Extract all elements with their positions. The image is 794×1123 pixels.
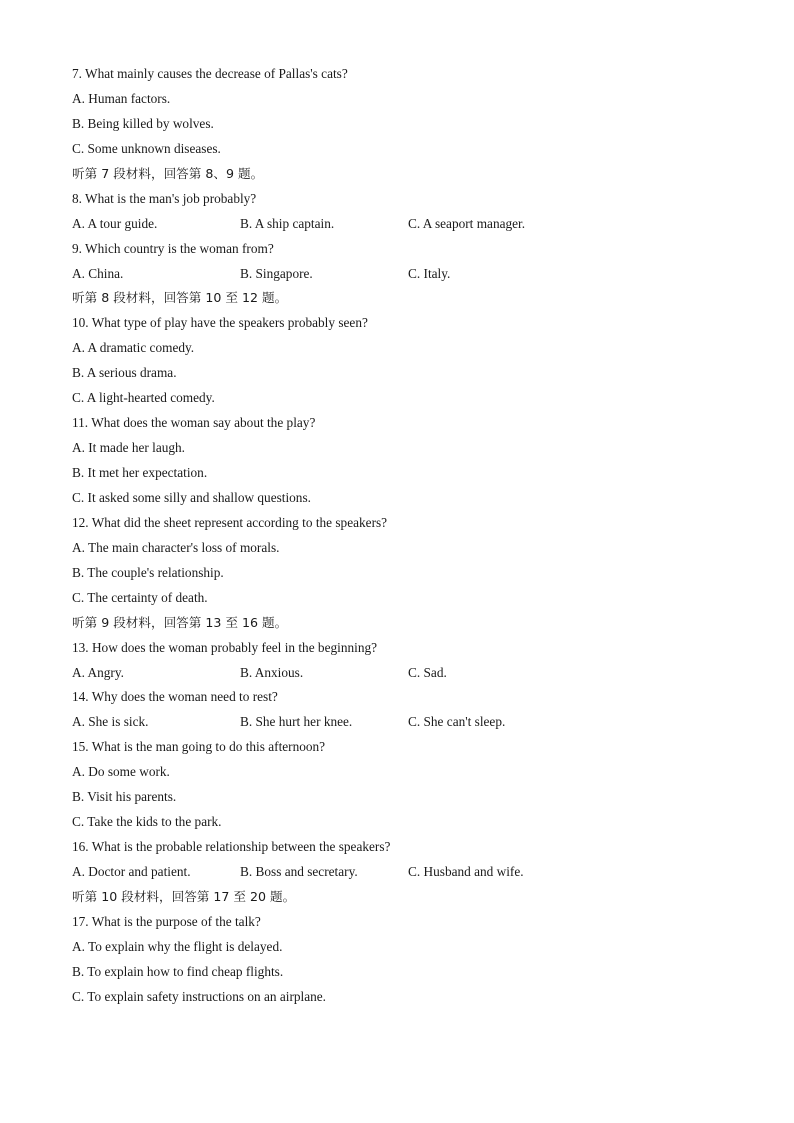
question-text: 14. Why does the woman need to rest? — [72, 689, 278, 705]
answer-option: B. Boss and secretary. — [240, 864, 358, 879]
answer-option: A. Do some work. — [72, 764, 170, 780]
question-text: 11. What does the woman say about the play? — [72, 415, 316, 431]
question-text: 8. What is the man's job probably? — [72, 190, 257, 206]
exam-page — [72, 62, 722, 1010]
answer-option: C. A light-hearted comedy. — [72, 390, 215, 406]
answer-option: C. Sad. — [408, 664, 447, 680]
question-text: 10. What type of play have the speakers probably seen? — [72, 315, 368, 331]
answer-option: C. Husband and wife. — [408, 864, 524, 879]
answer-option: B. It met her expectation. — [72, 465, 208, 480]
answer-option: A. Human factors. — [72, 90, 171, 106]
section-heading: 听第 9 段材料，回答第 13 至 16 题。 — [72, 614, 288, 630]
answer-option: B. The couple's relationship. — [72, 564, 224, 580]
answer-option: C. It asked some silly and shallow questions. — [72, 489, 311, 505]
question-text: 12. What did the sheet represent according to the speakers? — [72, 514, 388, 530]
answer-option: A. A dramatic comedy. — [72, 340, 195, 356]
answer-option: C. She can't sleep. — [408, 714, 506, 730]
option-row — [72, 860, 722, 885]
section-heading: 听第 7 段材料，回答第 8、9 题。 — [72, 165, 264, 181]
answer-option: A. It made her laugh. — [72, 440, 185, 456]
answer-option: C. Some unknown diseases. — [72, 140, 221, 156]
answer-option: A. A tour guide. — [72, 215, 158, 231]
answer-option: C. Take the kids to the park. — [72, 814, 222, 830]
answer-option: A. China. — [72, 265, 124, 281]
question-text: 9. Which country is the woman from? — [72, 240, 274, 256]
question-text: 17. What is the purpose of the talk? — [72, 913, 261, 929]
answer-option: B. A serious drama. — [72, 365, 177, 381]
question-text: 7. What mainly causes the decrease of Pallas's cats? — [72, 66, 348, 81]
answer-option: A. To explain why the flight is delayed. — [72, 938, 283, 954]
question-text: 16. What is the probable relationship between the speakers? — [72, 839, 391, 855]
answer-option: B. To explain how to find cheap flights. — [72, 963, 284, 979]
option-row — [72, 710, 722, 735]
option-row — [72, 262, 722, 287]
answer-option: B. Anxious. — [240, 664, 304, 680]
question-text: 13. How does the woman probably feel in the beginning? — [72, 639, 378, 655]
answer-option: C. The certainty of death. — [72, 589, 208, 605]
answer-option: B. A ship captain. — [240, 215, 335, 231]
answer-option: C. Italy. — [408, 265, 451, 281]
answer-option: B. Singapore. — [240, 265, 313, 281]
section-heading: 听第 10 段材料，回答第 17 至 20 题。 — [72, 888, 296, 904]
answer-option: C. A seaport manager. — [408, 215, 526, 231]
answer-option: A. Angry. — [72, 664, 124, 680]
section-heading: 听第 8 段材料，回答第 10 至 12 题。 — [72, 290, 288, 306]
option-row — [72, 212, 722, 237]
answer-option: C. To explain safety instructions on an airplane. — [72, 988, 326, 1004]
answer-option: B. Being killed by wolves. — [72, 115, 214, 131]
answer-option: A. Doctor and patient. — [72, 864, 191, 879]
answer-option: A. She is sick. — [72, 714, 149, 730]
question-text: 15. What is the man going to do this afternoon? — [72, 739, 326, 755]
answer-option: A. The main character's loss of morals. — [72, 539, 280, 555]
answer-option: B. She hurt her knee. — [240, 714, 353, 730]
answer-option: B. Visit his parents. — [72, 789, 177, 805]
option-row — [72, 661, 722, 686]
